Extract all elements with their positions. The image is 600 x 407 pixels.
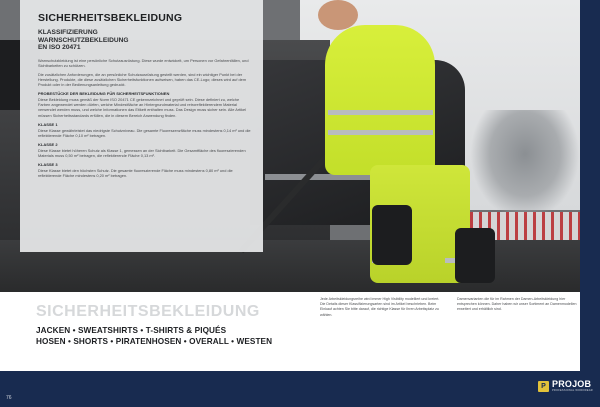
photo-reflective-stripe <box>328 110 433 115</box>
category-line: HOSEN • SHORTS • PIRATENHOSEN • OVERALL • WESTEN <box>36 336 273 346</box>
photo-reflective-stripe <box>328 130 433 135</box>
band-text-column: Jede Arbeitskleidungsreihe wird immer High Visibility modelliert und kreiert. Die Details dieser Klassifizierungsarten sind im Artikel beschrieben. Beim Einkauf achten Sie bitte darauf, die richtige Klasse für Ihren Arbeitsplatz zu wählen. <box>320 297 440 317</box>
band-text-column: Damenvarianten die für im Rahmen der Damen-Arbeitskleidung hier entsprechen können. Daher haben wir unser Sortiment an Damenmodellen erweitert und erhältlich sind. <box>457 297 577 312</box>
page-number: 76 <box>6 395 12 401</box>
panel-subtitle-line: WARNSCHUTZBEKLEIDUNG <box>38 36 129 44</box>
band-title: SICHERHEITSBEKLEIDUNG <box>36 303 260 320</box>
footer-bar <box>0 371 580 407</box>
panel-paragraph: Die zusätzlichen Anforderungen, die an persönliche Schutzausrüstung gestellt werden, sind ein wichtiger Punkt bei der Herstellung. Produkte, die diese zusätzlichen Sicherheitsfunktionen aufweisen, haben das CE-Logo; dieses wird auf dem Produkt oder in der Bedienungsanleitung gedruckt. <box>38 71 247 88</box>
panel-subtitle-line: KLASSIFIZIERUNG <box>38 29 98 36</box>
panel-paragraph: Diese Klasse gewährleistet das niedrigste Schutzniveau. Die gesamte Fluoreszenzfläche muss mindestens 0,14 m² und die reflektierende Fläche 0,10 m² betragen. <box>38 127 251 138</box>
panel-title: SICHERHEITSBEKLEIDUNG <box>38 12 183 24</box>
panel-subtitle <box>38 29 251 52</box>
panel-paragraph: Diese Klasse bietet höheren Schutz als Klasse 1, gemessen an der Sichtbarkeit. Die Gesamtfläche des fluoreszierenden Materials muss 0,50 m² betragen, die reflektierende Fläche 0,13 m². <box>38 147 246 158</box>
photo-worker-head <box>318 0 358 30</box>
panel-heading-class-3: KLASSE 3 <box>38 162 58 167</box>
panel-heading-class-2: KLASSE 2 <box>38 141 58 147</box>
category-line: JACKEN • SWEATSHIRTS • T-SHIRTS & PIQUÉS <box>36 326 227 335</box>
photo-trees <box>470 110 580 220</box>
logo-name: PROJOB <box>552 379 592 389</box>
side-bar <box>580 0 600 407</box>
panel-heading-class-1: KLASSE 1 <box>38 121 58 127</box>
panel-intro: Warnschutzkleidung ist eine persönliche Schutzausrüstung. Diese wurde entwickelt, um Personen vor Gefahrenfällen, und Sichtbarkeiten zu schützen. <box>38 57 249 68</box>
photo-worker-jacket <box>325 25 435 175</box>
logo-text <box>552 380 593 393</box>
photo-knee-panel <box>372 205 412 265</box>
panel-paragraph: Diese Bekleidung muss gemäß der Norm ISO 20471 CE gekennzeichnet und geprüft sein. Diese definiert zu, welche Farben angewendet werden dürfen, welche Mindestfläche an Hintergrundmaterial und retroreflektierendem Material verwendet werden muss, und welche Informationen das Etikett enthalten muss. Das Design muss sicher sein. Alle Artikel müssen Sicherheitsstandards erfüllen, die in diesem Bereich Anwendung finden. <box>38 97 247 118</box>
info-panel <box>20 0 263 252</box>
projob-logo <box>538 380 593 393</box>
logo-mark-icon: P <box>538 381 549 392</box>
logo-tagline: PROFESSIONAL WORKWEAR <box>552 389 593 392</box>
photo-boot <box>455 228 495 283</box>
panel-subtitle-line: EN ISO 20471 <box>38 44 81 52</box>
product-category-list <box>36 326 272 347</box>
panel-paragraph: Diese Klasse bietet den höchsten Schutz. Die gesamte fluoreszierende Fläche muss mindestens 0,80 m² und die reflektierende Fläche mindestens 0,20 m² betragen. <box>38 168 233 179</box>
panel-heading: PROBESTÜCKE DER BEKLEIDUNG FÜR SICHERHEITSFUNKTIONEN <box>38 91 170 97</box>
